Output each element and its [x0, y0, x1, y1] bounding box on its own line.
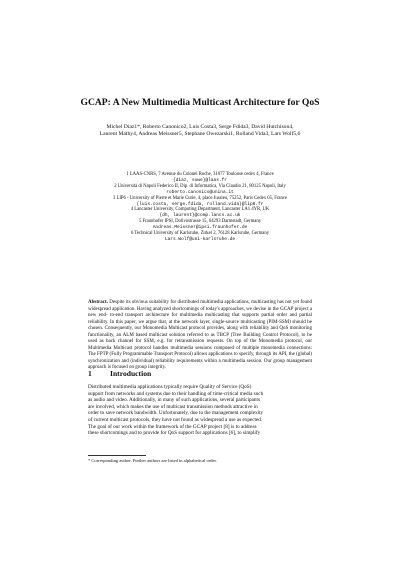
body-text — [88, 384, 312, 437]
affiliation: 6 Technical University of Karlsruhe, Zirkel 2, 76128 Karlsruhe, Germany — [130, 231, 270, 237]
footnote: * Corresponding author. Further authors are listed in alphabetical order. — [88, 458, 217, 463]
author-line: Michel Diaz1*, Roberto Canonico2, Luis Costa3, Serge Fdida3, David Hutchison4, — [106, 124, 294, 130]
abstract-line: monitoring functionality, an ALM based multicast solution referred to as TBCP — [88, 326, 312, 338]
abstract-line: retransmission requests. On top of the Monomedia protocol, our Multimedia — [88, 339, 313, 351]
section-title: Introduction — [110, 369, 152, 378]
affiliation: 3 LIP6 - University of Pierre et Marie Curie, 4, place Jussieu, 75252, Paris Cedex 05, France — [112, 195, 288, 201]
section-heading — [88, 369, 151, 378]
body-line: The goal of our work within the framework of the GCAP project [8] is to address — [88, 423, 257, 430]
abstract-line: order and partial reliability. In this paper, we argue that, at the network layer, — [88, 313, 313, 325]
abstract-line: shortcomings of today's approaches, we devise in the GCAP project a new end- — [88, 306, 313, 319]
abstract-line: management approach is focused on group integrity. — [88, 358, 313, 371]
body-line: these shortcomings and to provide for QoS support for applications [6], to simplify — [88, 430, 261, 437]
affiliation-email: roberto.canonico@unina.it — [166, 189, 234, 195]
abstract-line: (Tree Building Control Protocol), to be used as back channel for SSM, e.g. for — [88, 332, 312, 345]
body-line: as audio and video. Additionally, in many of such applications, several participants — [88, 397, 260, 404]
abstract-line: Despite its obvious suitability for distributed multimedia applications, — [109, 300, 250, 305]
body-line: are involved, which makes the use of multicast transmission methods attractive in — [88, 403, 258, 410]
abstract-line: to-end transport architecture for multimedia multicasting that supports partial — [110, 313, 275, 319]
affiliation-email: {luis.costa, serge.fdida, rolland.vida}@lip6.fr — [136, 201, 264, 207]
abstract-line: multicasting has not yet found widespread application. Having analyzed — [88, 300, 313, 312]
affiliations — [60, 172, 340, 243]
footnote-rule — [88, 455, 146, 456]
affiliation-email: {dh, laurent}@comp.lancs.ac.uk — [159, 213, 241, 219]
affiliation-email: Andreas.Meissner@ipsi.fraunhofer.de — [152, 225, 248, 231]
body-line: Distributed multimedia applications typically require Quality of Service (QoS) — [88, 384, 252, 390]
affiliation-email: {diaz, sowe}@laas.fr — [172, 177, 227, 183]
affiliation-email: Lars.Wolf@uni-karlsruhe.de — [164, 236, 236, 242]
abstract-label: Abstract. — [88, 300, 108, 305]
section-number: 1 — [88, 369, 92, 378]
affiliation: 4 Lancaster University, Computing Department, Lancaster LA1 4YR, UK — [130, 207, 270, 213]
abstract-line: (individual) reliability requirements within a multimedia session. Our group — [130, 358, 285, 364]
body-line: of current multicast protocols, they have not found as widespread a use as expected. — [88, 416, 263, 423]
affiliation: 5 Fraunhofer IPSI, Dolivostrasse 15, 64293 Darmstadt, Germany — [138, 219, 262, 225]
author-list — [60, 124, 340, 138]
abstract-line: single-source multicasting (PIM-SSM) should be chosen. Consequently, our — [88, 319, 313, 332]
abstract — [88, 300, 312, 372]
affiliation: 1 LAAS-CNRS, 7 Avenue du Colonel Roche, 31077 Toulouse cedex 4, France — [126, 172, 274, 177]
paper-title: GCAP: A New Multimedia Multicast Architecture for QoS — [80, 97, 320, 108]
affiliation: 2 Università di Napoli Federico II, Dip. di Informatica, Via Claudio 21, 80125 Napoli, Italy — [114, 183, 286, 189]
body-line: support from networks and systems due to their handling of time-critical media such — [88, 390, 264, 397]
abstract-line: Multicast protocol handles multimedia sessions composed of multiple — [113, 345, 259, 351]
abstract-line: Monomedia Multicast protocol provides, along with reliability and QoS — [142, 326, 289, 332]
abstract-line: allows applications to specify, through its API, the (global) synchronization and — [88, 352, 313, 364]
body-line: order to save network bandwidth. Unfortunately, due to the management complexity — [88, 410, 264, 417]
abstract-line: monomedia connections: The FPTP (Fully Programmable Transport Protocol) — [88, 345, 313, 358]
author-line: Laurent Mathy4, Andreas Meissner5, Stephane Owezarski1, Rolland Vida3, Lars Wolf5,6 — [99, 131, 301, 138]
